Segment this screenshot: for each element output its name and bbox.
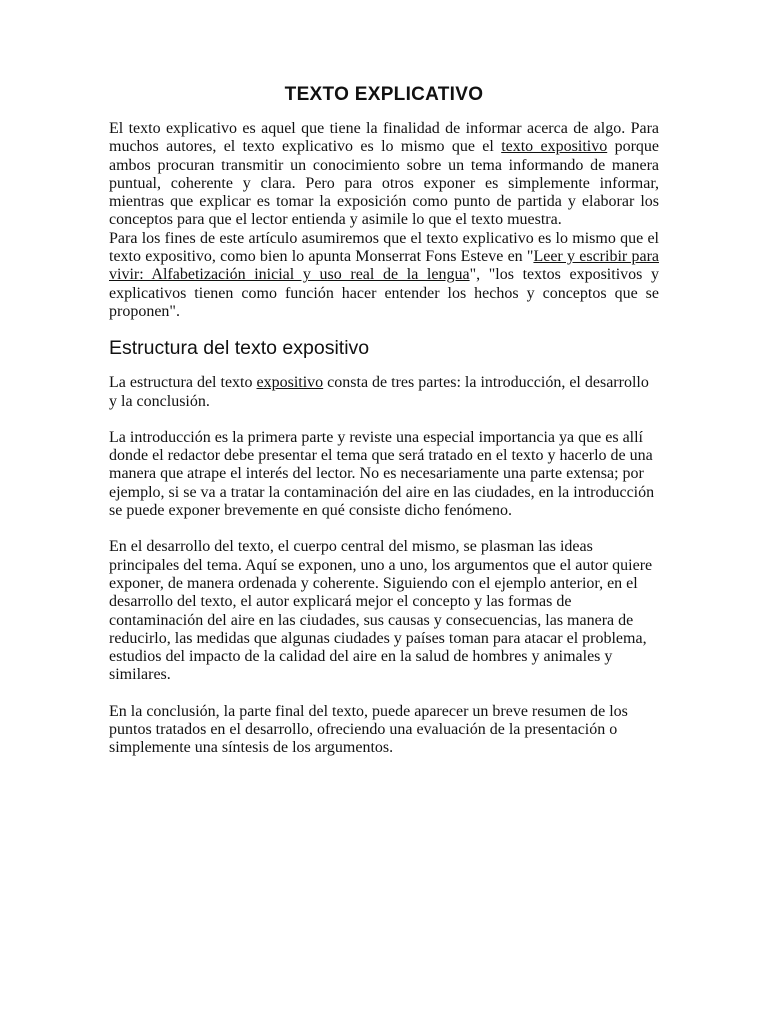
intro-paragraph-1 <box>109 120 659 230</box>
structure-text-b: consta de tres partes: la introducción, el desarrollo y la conclusión. <box>109 374 649 410</box>
section-heading: Estructura del texto expositivo <box>109 337 370 360</box>
introduction-paragraph: La introducción es la primera parte y reviste una especial importancia ya que es allí donde el redactor debe presentar el tema que será tratado en el texto y hacerlo de una manera que atrape el interés del lector. No es necesariamente una parte extensa; por ejemplo, si se va a tratar la contaminación del aire en las ciudades, en la introducción se puede exponer brevemente en qué consiste dicho fenómeno. <box>109 428 655 520</box>
structure-paragraph <box>109 374 659 411</box>
expositivo-link[interactable]: expositivo <box>256 374 324 392</box>
intro-p2-text-b: ", "los textos expositivos y explicativos tienen como función hacer entender los hechos y conceptos que se proponen". <box>109 266 660 320</box>
conclusion-paragraph: En la conclusión, la parte final del texto, puede aparecer un breve resumen de los puntos tratados en el desarrollo, ofreciendo una evaluación de la presentación o simplemente una síntesis de los argumentos. <box>109 702 628 757</box>
document-page <box>109 84 659 758</box>
texto-expositivo-link[interactable]: texto expositivo <box>501 138 608 156</box>
intro-p1-text-a: El texto explicativo es aquel que tiene la finalidad de informar acerca de algo. Para muchos autores, el texto explicativo es lo mismo que el <box>109 120 659 156</box>
intro-p1-text-b: porque ambos procuran transmitir un conocimiento sobre un tema informando de manera puntual, coherente y clara. Pero para otros exponer es simplemente informar, mientras que explicar es tomar la exposición como punto de partida y elaborar los conceptos para que el lector entienda y asimile lo que el texto muestra. <box>109 138 659 229</box>
intro-p2-text-a: Para los fines de este artículo asumiremos que el texto explicativo es lo mismo que el texto expositivo, como bien lo apunta Monserrat Fons Esteve en " <box>109 229 659 266</box>
structure-text-a: La estructura del texto <box>109 374 257 392</box>
intro-paragraph-2 <box>109 230 659 321</box>
book-title-link[interactable]: Leer y escribir para vivir: Alfabetización inicial y uso real de la lengua <box>109 248 659 284</box>
document-title: TEXTO EXPLICATIVO <box>284 84 484 105</box>
development-paragraph: En el desarrollo del texto, el cuerpo central del mismo, se plasman las ideas principales del tema. Aquí se exponen, uno a uno, los argumentos que el autor quiere exponer, de manera ordenada y coherente. Siguiendo con el ejemplo anterior, en el desarrollo del texto, el autor explicará mejor el concepto y las formas de contaminación del aire en las ciudades, sus causas y consecuencias, las manera de reducirlo, las medidas que algunas ciudades y países toman para atacar el problema, estudios del impacto de la calidad del aire en la salud de hombres y animales y similares. <box>109 538 653 684</box>
